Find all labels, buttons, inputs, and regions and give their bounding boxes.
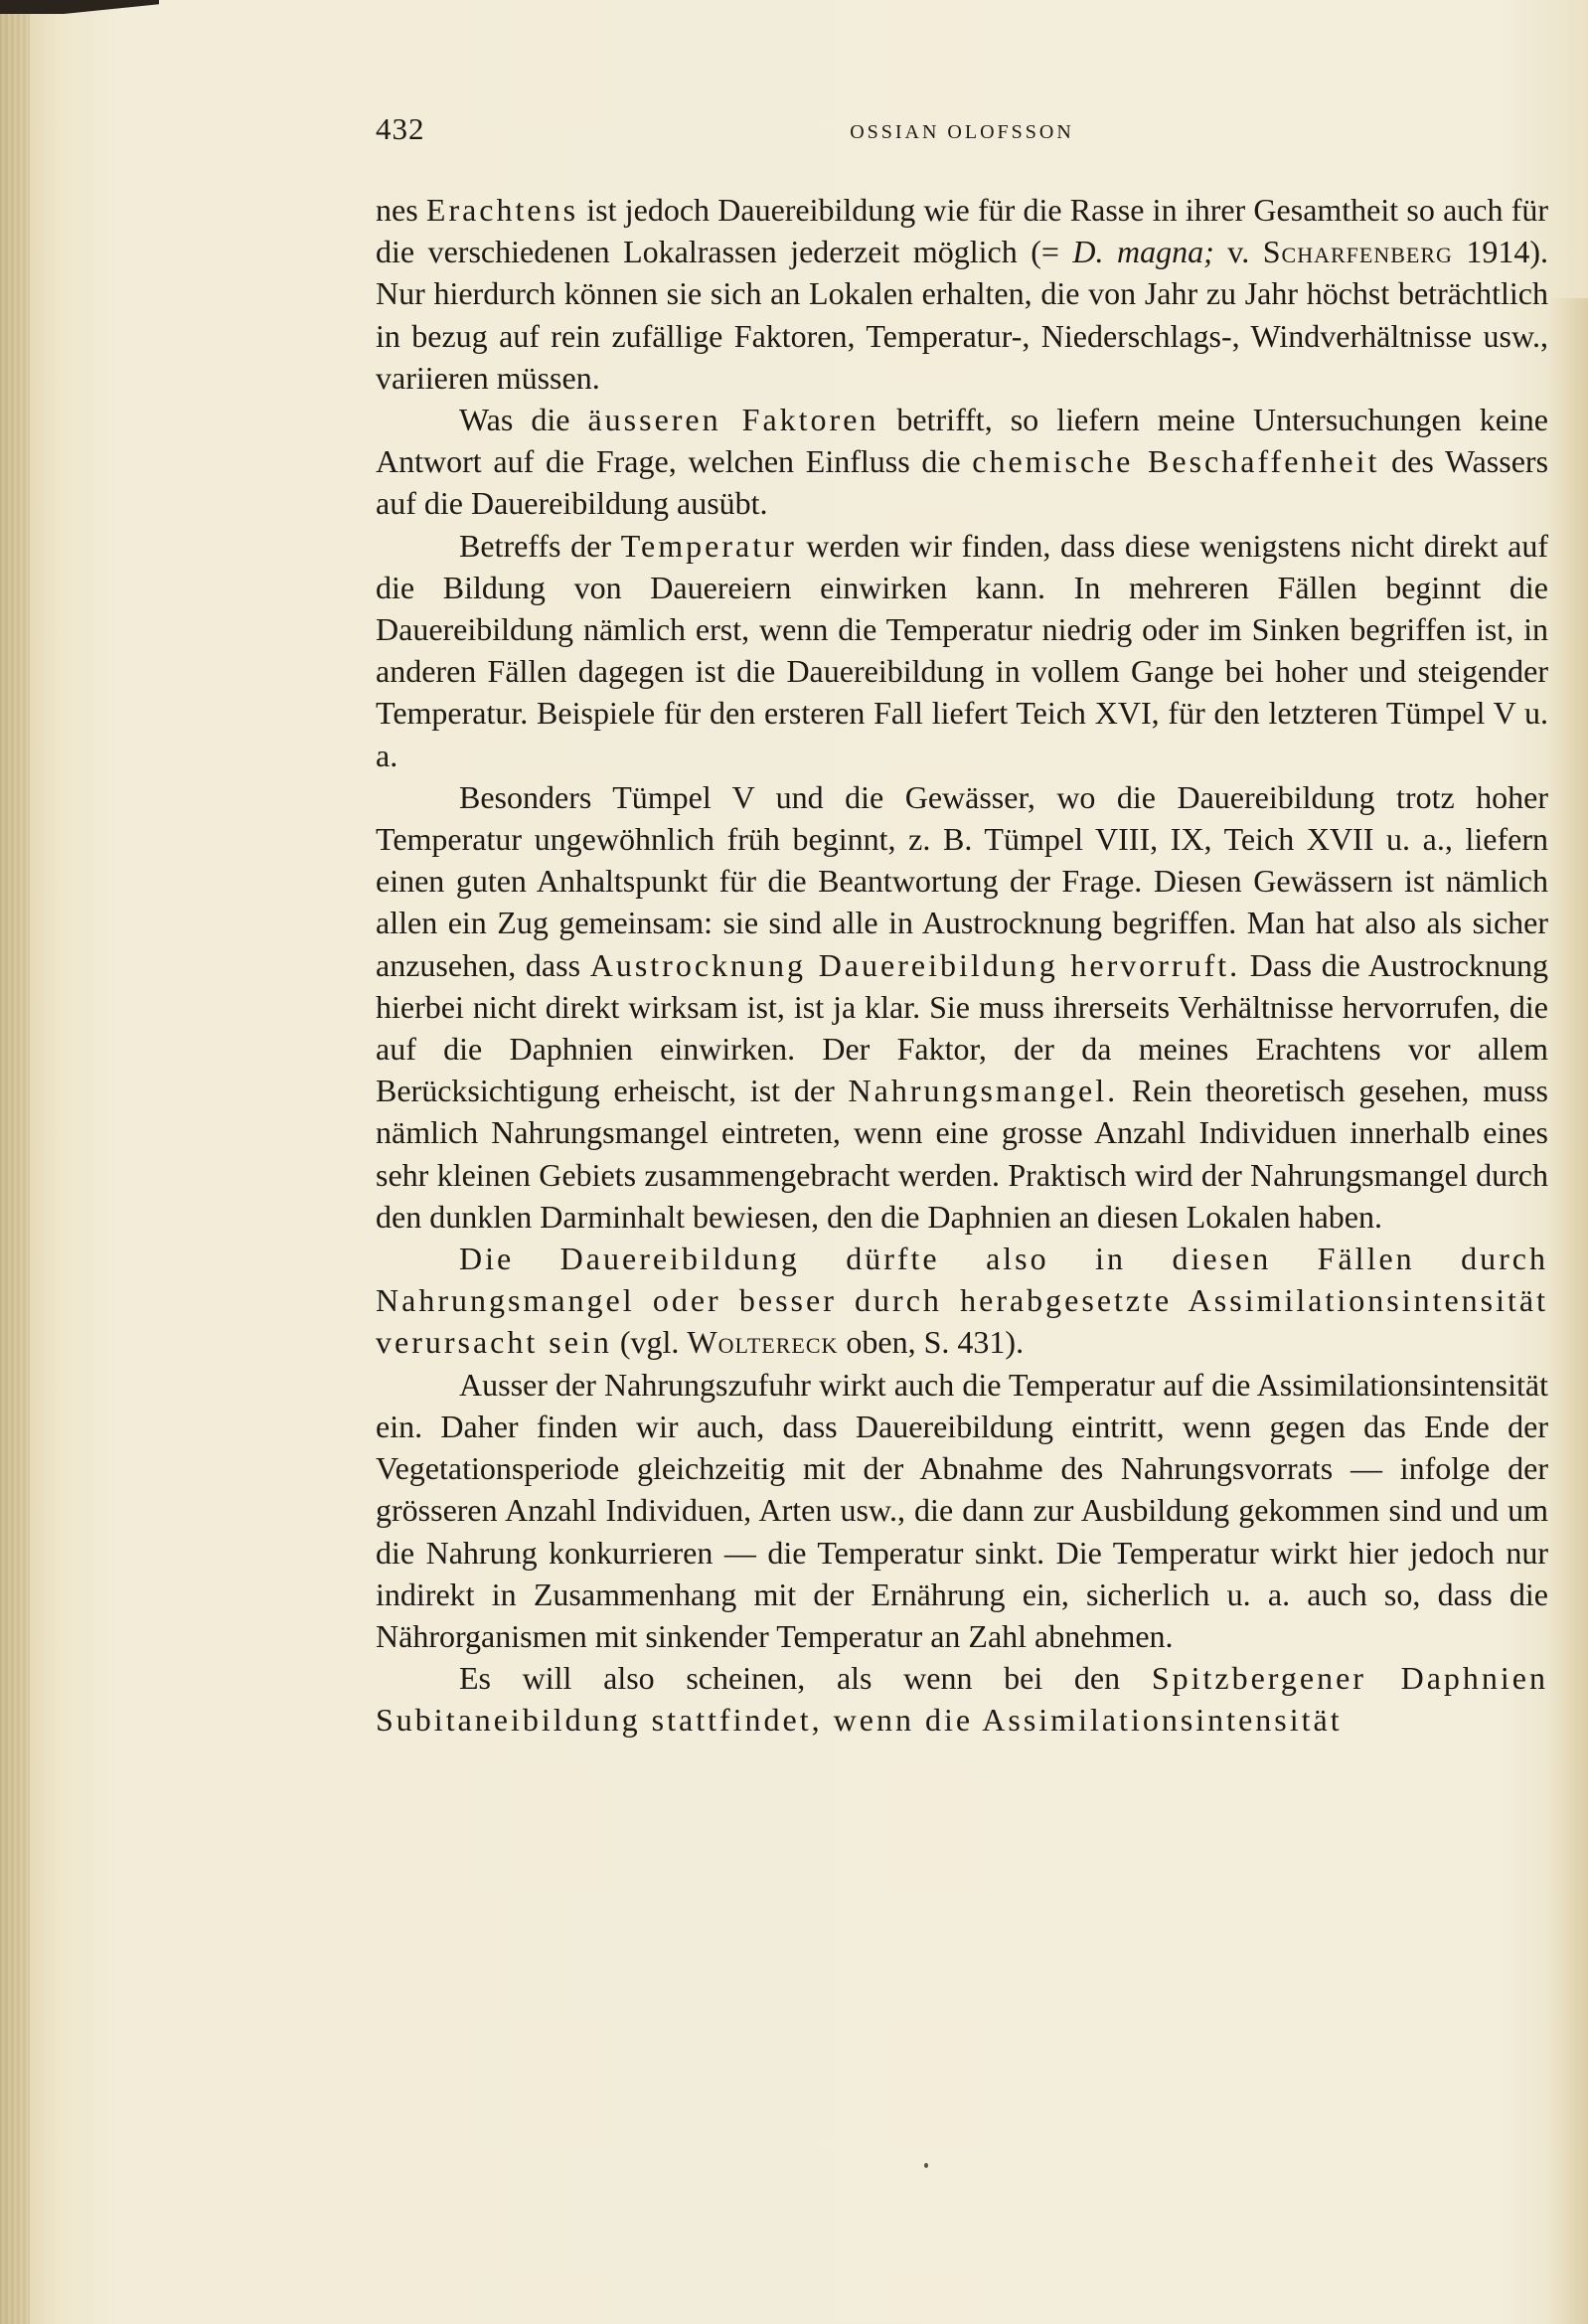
text-run: werden wir finden, dass diese wenigstens nicht direkt auf die Bildung von Dauereiern einwirken kann. In mehreren Fällen beginnt die Dauereibildung nämlich erst, wenn die Temperatur niedrig oder im Sinken begriffen ist, in anderen Fällen dagegen ist die Dauereibildung in vollem Gange bei hoher und steigender Temperatur. Beispiele für den ersteren Fall liefert Teich XVI, für den letzteren Tümpel V u. a. <box>376 527 1549 773</box>
paragraph <box>376 1364 1548 1657</box>
paragraph <box>376 1657 1548 1741</box>
text-run: des Wassers auf die Dauereibildung ausübt. <box>376 443 1549 522</box>
paragraph <box>376 399 1548 525</box>
text-run: Es will also scheinen, als wenn bei den <box>459 1660 1152 1697</box>
text-run: Besonders Tümpel V und die Gewässer, wo die Dauereibildung trotz hoher Temperatur ungewöhnlich früh beginnt, z. B. Tümpel VIII, IX, Teich XVII u. a., liefern einen guten Anhaltspunkt für die Beantwortung der Frage. Diesen Gewässern ist nämlich allen ein Zug gemeinsam: sie sind alle in Austrocknung begriffen. Man hat also als sicher anzusehen, dass <box>376 778 1548 983</box>
emphasized-text: Spitzbergener Daphnien Subitaneibildung stattfindet, wenn die Assimilationsintensität <box>376 1660 1549 1739</box>
emphasized-text: Erachtens <box>425 192 579 228</box>
text-run: ist jedoch Dauereibildung wie für die Rasse in ihrer Gesamtheit so auch für die verschiedenen Lokalrassen jederzeit möglich (= <box>376 192 1549 270</box>
corner-mark <box>0 0 159 14</box>
text-run: Rein theoretisch gesehen, muss nämlich Nahrungsmangel eintreten, wenn eine grosse Anzahl Individuen innerhalb eines sehr kleinen Gebiets zusammengebracht werden. Praktisch wird der Nahrungsmangel durch den dunklen Darminhalt bewiesen, den die Daphnien an diesen Lokalen haben. <box>376 1073 1548 1235</box>
emphasized-text: Temperatur <box>620 527 797 564</box>
text-run: Betreffs der <box>459 527 621 564</box>
paragraph <box>376 1238 1548 1364</box>
text-run: nes <box>376 192 426 228</box>
author-name: Scharfenberg <box>1262 234 1453 270</box>
emphasized-text: Austrocknung Dauereibildung hervorruft. <box>589 946 1241 983</box>
body-text <box>376 189 1548 1742</box>
page-number: 432 <box>376 111 425 146</box>
paragraph <box>376 525 1548 776</box>
emphasized-text: Die Dauereibildung dürfte also in diesen Fällen durch Nahrungsmangel oder besser durch herabgesetzte Assimilationsintensität verursacht sein <box>376 1241 1548 1361</box>
text-run: 1914). Nur hierdurch können sie sich an Lokalen erhalten, die von Jahr zu Jahr höchst beträchtlich in bezug auf rein zufällige Faktoren, Temperatur-, Niederschlags-, Windverhältnisse usw., variieren müssen. <box>376 234 1549 396</box>
text-run: Was die <box>459 402 588 438</box>
paragraph <box>376 776 1548 1238</box>
emphasized-text: chemische Beschaffenheit <box>972 443 1380 480</box>
text-run: Dass die Austrocknung hierbei nicht direkt wirksam ist, ist ja klar. Sie muss ihrerseits Verhältnisse hervorrufen, die auf die Daphnien einwirken. Der Faktor, der da meines Erachtens vor allem Berücksichtigung erheischt, ist der <box>376 946 1549 1109</box>
ink-speck <box>924 2163 928 2168</box>
text-run: Ausser der Nahrungszufuhr wirkt auch die Temperatur auf die Assimilationsintensität ein. Daher finden wir auch, dass Dauereibildung eintritt, wenn gegen das Ende der Vegetationsperiode gleichzeitig mit der Abnahme des Nahrungsvorrats — infolge der grösseren Anzahl Individuen, Arten usw., die dann zur Ausbildung gekommen sind und um die Nahrung konkurrieren — die Temperatur sinkt. Die Temperatur wirkt hier jedoch nur indirekt in Zusammenhang mit der Ernährung ein, sicherlich u. a. auch so, dass die Nährorganismen mit sinkender Temperatur an Zahl abnehmen. <box>376 1366 1548 1654</box>
paper-discoloration <box>1548 298 1588 2324</box>
emphasized-text: Nahrungsmangel. <box>848 1073 1119 1109</box>
emphasized-text: äusseren Faktoren <box>587 402 879 438</box>
text-run: betrifft, so liefern meine Untersuchungen keine Antwort auf die Frage, welchen Einfluss die <box>376 402 1549 480</box>
paragraph <box>376 189 1548 399</box>
page-header <box>376 111 1548 151</box>
text-run: (vgl. <box>611 1324 688 1361</box>
text-run: oben, S. 431). <box>838 1324 1025 1361</box>
italic-text: D. magna; <box>1072 234 1214 270</box>
author-name: Woltereck <box>687 1324 839 1361</box>
book-binding-edge <box>0 0 30 2324</box>
running-head: OSSIAN OLOFSSON <box>850 121 1074 143</box>
text-run: v. <box>1213 234 1263 270</box>
